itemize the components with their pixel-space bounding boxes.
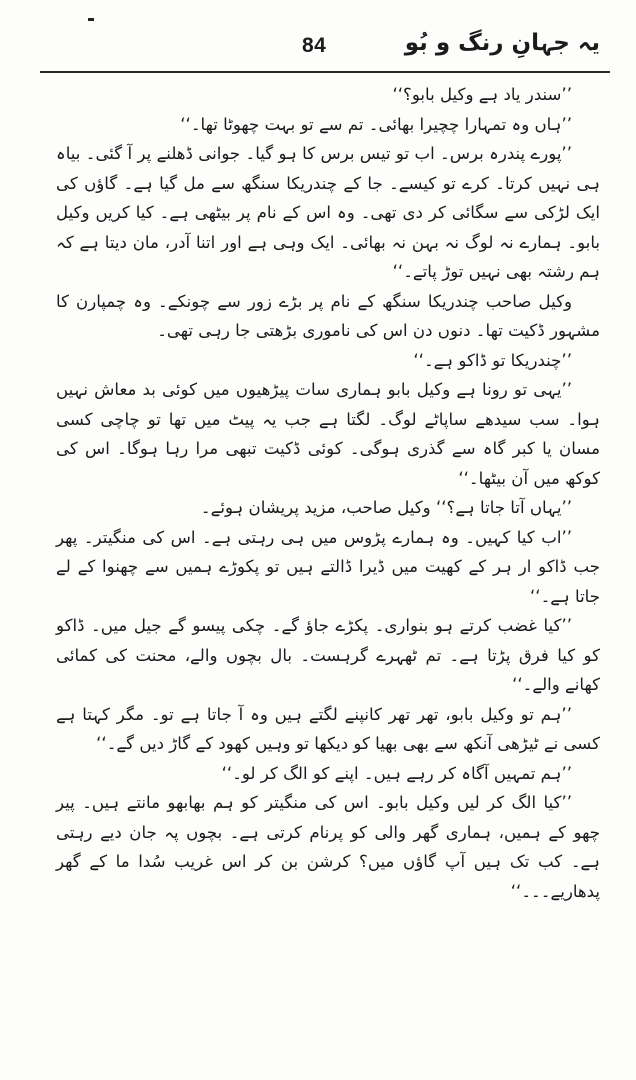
body-text [56, 80, 600, 906]
header-rule [40, 71, 610, 73]
paragraph: ’’سندر یاد ہے وکیل بابو؟‘‘ [392, 85, 572, 104]
running-title: یہ جہانِ رنگ و بُو [404, 30, 600, 56]
page-header [40, 30, 608, 70]
paragraph: ’’یہی تو رونا ہے وکیل بابو ہماری سات پیڑھیوں میں کوئی بد معاش نہیں ہوا۔ سب سیدھے ساپاٹے لوگ۔ لگتا ہے جب یہ پیٹ میں تھا تو چاچی کسی مسان یا کبر گاہ سے گذری ہوگی۔ کوئی ڈکیت تبھی مرا رہا ہوگا۔ اس کی کوکھ میں آن بیٹھا۔‘‘ [56, 380, 600, 488]
paragraph: ’’چندریکا تو ڈاکو ہے۔‘‘ [413, 350, 572, 370]
paragraph: ’’پورے پندرہ برس۔ اب تو تیس برس کا ہو گیا۔ جوانی ڈھلنے پر آ گئی۔ بیاہ ہی نہیں کرتا۔ کرے تو کیسے۔ جا کے چندریکا سنگھ سے مل گیا ہے۔ گاؤں کی ایک لڑکی سے سگائی کر دی تھی۔ وہ اس کے نام پر بیٹھی ہے۔ کیا کریں وکیل بابو۔ ہمارے نہ لوگ نہ بہن نہ بھائی۔ ایک وہی ہے اور اتنا آدر، مان دیتا ہے کہ ہم رشتہ بھی نہیں توڑ پاتے۔‘‘ [56, 144, 600, 281]
paragraph: ’’ہم تمہیں آگاہ کر رہے ہیں۔ اپنے کو الگ کر لو۔‘‘ [221, 763, 572, 783]
page-number: 84 [302, 34, 327, 57]
paragraph: ’’ہاں وہ تمہارا چچیرا بھائی۔ تم سے تو بہت چھوٹا تھا۔‘‘ [180, 114, 572, 134]
paragraph: ’’اب کیا کہیں۔ وہ ہمارے پڑوس میں ہی رہتی ہے۔ اس کی منگیتر۔ پھر جب ڈاکو ار ہر کے کھیت میں ڈیرا ڈالتے ہیں تو پکوڑے ہمیں سے چھنوا کے لے جاتا ہے۔‘‘ [56, 527, 600, 606]
paragraph: ’’کیا غضب کرتے ہو بنواری۔ پکڑے جاؤ گے۔ چکی پیسو گے جیل میں۔ ڈاکو کو کیا فرق پڑتا ہے۔ تم ٹھہرے گرہست۔ بال بچوں والے، محنت کی کمائی کھانے والے۔‘‘ [56, 616, 600, 694]
paragraph: ’’کیا الگ کر لیں وکیل بابو۔ اس کی منگیتر کو ہم بھابھو مانتے ہیں۔ پیر چھو کے ہمیں، ہماری گھر والی کو پرنام کرتی ہے۔ بچوں پہ جان دیے رہتی ہے۔ کب تک ہیں آپ گاؤں میں؟ کرشن بن کر اس غریب سُدا ما کے گھر پدھاریے۔۔۔‘‘ [56, 793, 600, 901]
paragraph: وکیل صاحب چندریکا سنگھ کے نام پر بڑے زور سے چونکے۔ وہ چمپارن کا مشہور ڈکیت تھا۔ دنوں دن اس کی ناموری بڑھتی جا رہی تھی۔ [56, 291, 600, 340]
paragraph: ’’ہم تو وکیل بابو، تھر تھر کانپنے لگتے ہیں وہ آ جاتا ہے تو۔ مگر کہتا ہے کسی نے ٹیڑھی آنکھ سے بھی بھیا کو دیکھا تو وہیں کھود کے گاڑ دیں گے۔‘‘ [56, 704, 600, 753]
paragraph: ’’یہاں آتا جاتا ہے؟‘‘ وکیل صاحب، مزید پریشان ہوئے۔ [200, 498, 572, 517]
print-mark [88, 18, 94, 21]
